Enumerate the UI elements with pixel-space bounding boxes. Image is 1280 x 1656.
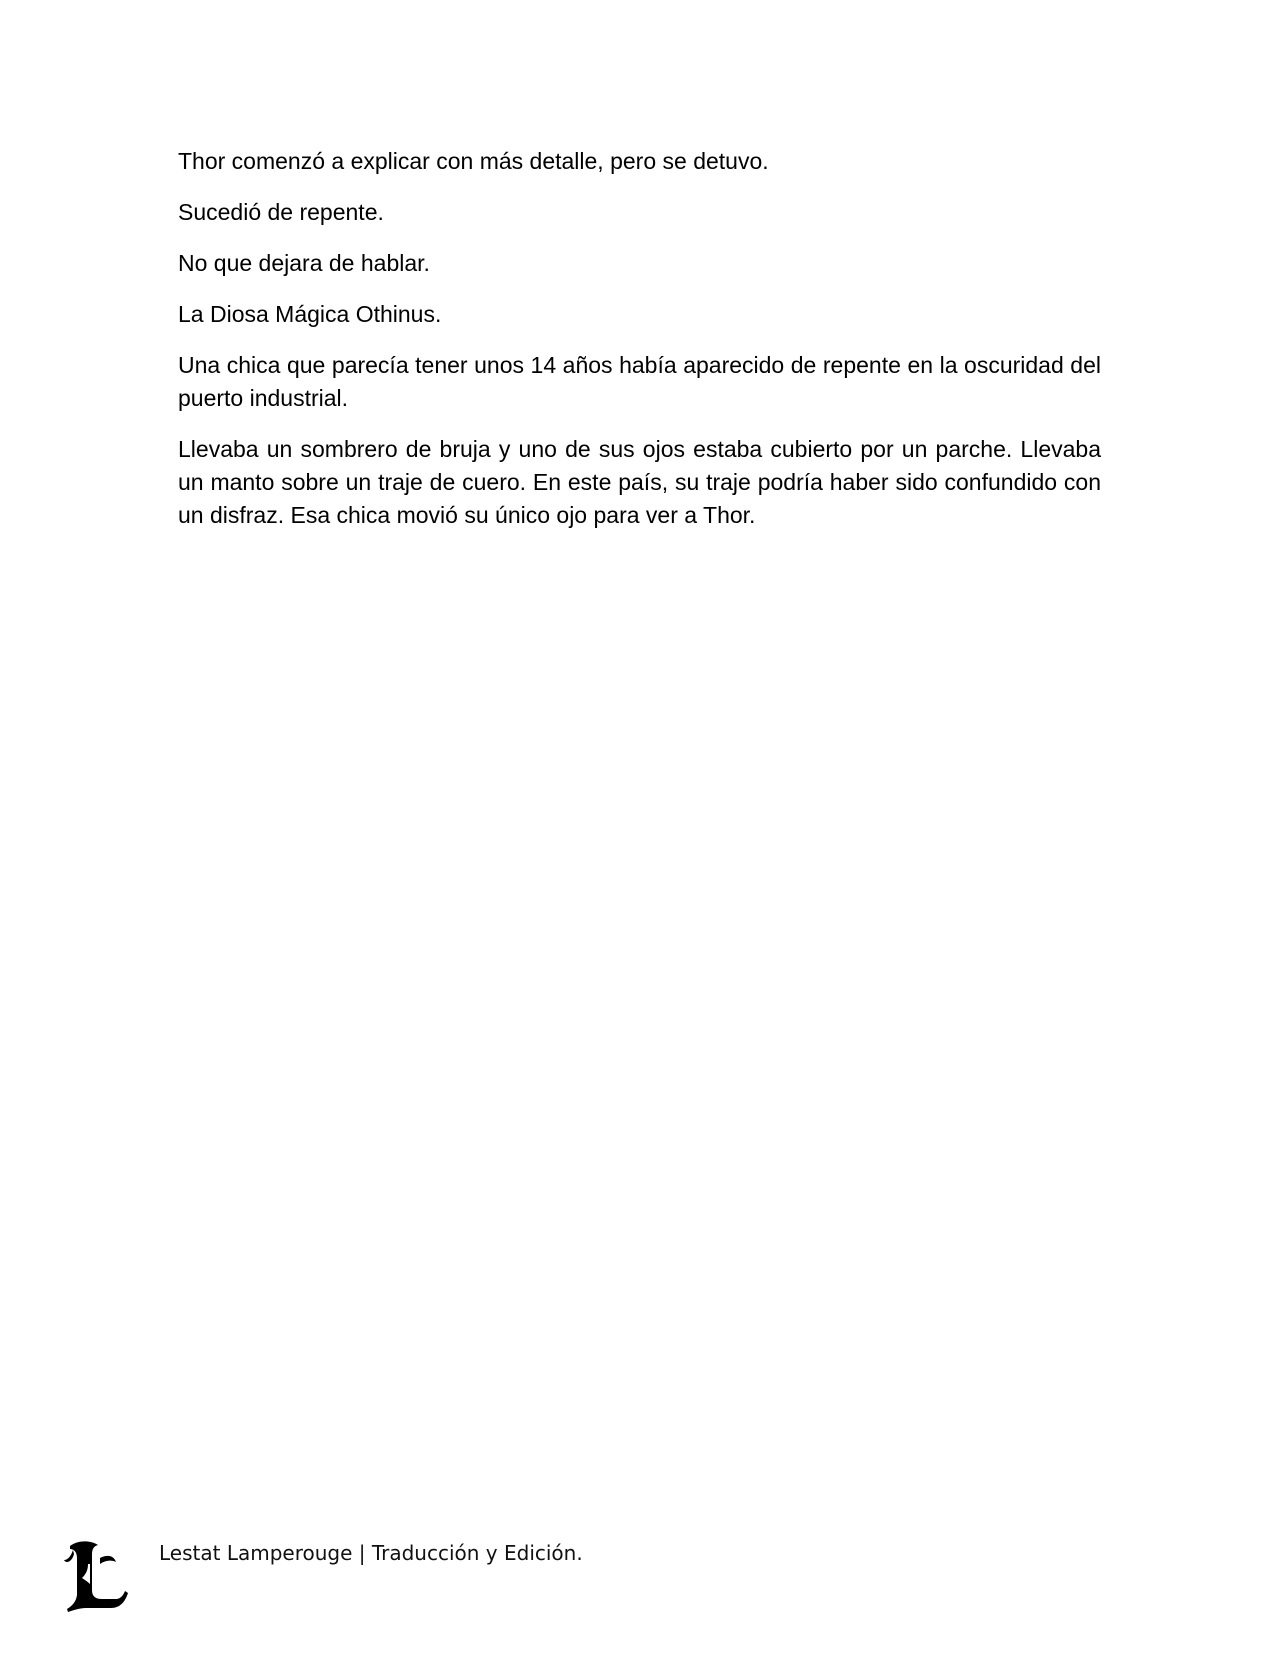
page-footer xyxy=(64,1538,964,1618)
paragraph-2: Sucedió de repente. xyxy=(178,199,384,225)
paragraph-3: No que dejara de hablar. xyxy=(178,250,430,276)
paragraph-5: Una chica que parecía tener unos 14 años había aparecido de repente en la oscuridad del puerto industrial. xyxy=(178,352,1101,411)
gothic-letter-l-logo-icon xyxy=(64,1538,130,1612)
paragraph-4: La Diosa Mágica Othinus. xyxy=(178,301,442,327)
paragraph-6: Llevaba un sombrero de bruja y uno de sus ojos estaba cubierto por un parche. Llevaba un manto sobre un traje de cuero. En este país, su traje podría haber sido confundido con un disfraz. Esa chica movió su único ojo para ver a Thor. xyxy=(178,436,1101,528)
footer-credit: Lestat Lamperouge | Traducción y Edición. xyxy=(159,1541,583,1565)
paragraph-1: Thor comenzó a explicar con más detalle, pero se detuvo. xyxy=(178,148,769,174)
body-text xyxy=(178,145,1101,550)
